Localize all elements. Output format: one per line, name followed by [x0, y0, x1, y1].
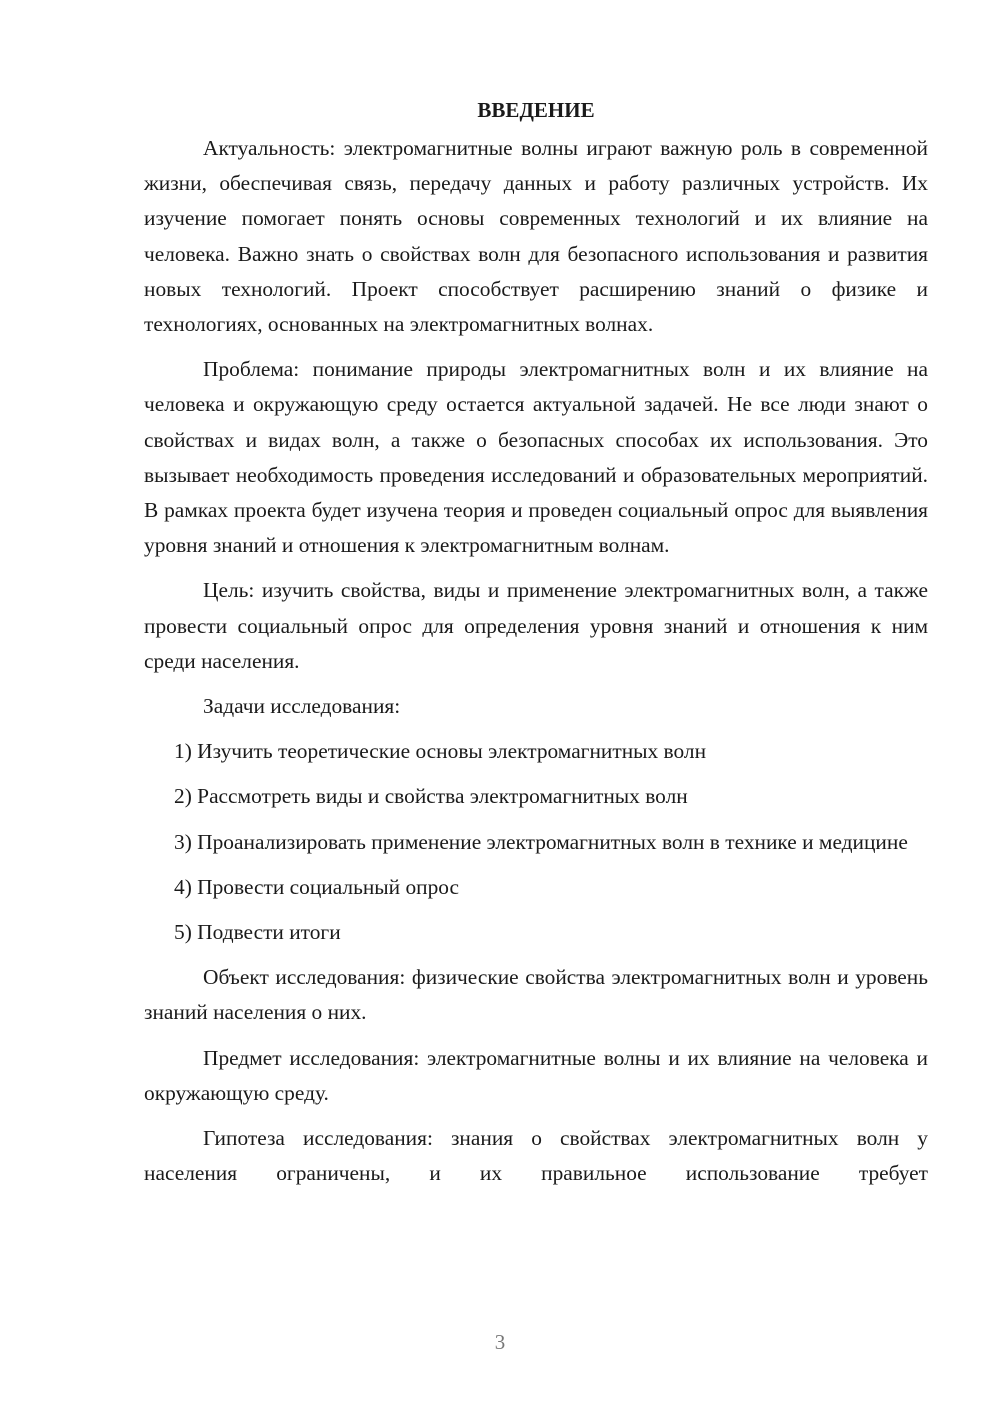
task-item-1: 1) Изучить теоретические основы электромагнитных волн [174, 739, 707, 764]
page-number: 3 [494, 1330, 506, 1354]
paragraph-goal: Цель: изучить свойства, виды и применение электромагнитных волн, а также провести социальный опрос для определения уровня знаний и отношения к ним среди населения. [144, 578, 928, 673]
task-item-5: 5) Подвести итоги [174, 920, 341, 945]
paragraph-object: Объект исследования: физические свойства электромагнитных волн и уровень знаний населения о них. [144, 965, 928, 1025]
paragraph-relevance: Актуальность: электромагнитные волны играют важную роль в современной жизни, обеспечивая связь, передачу данных и работу различных устройств. Их изучение помогает понять основы современных технологий и их влияние на человека. Важно знать о свойствах волн для безопасного использования и развития новых технологий. Проект способствует расширению знаний о физике и технологиях, основанных на электромагнитных волнах. [144, 136, 928, 337]
task-item-3: 3) Проанализировать применение электромагнитных волн в технике и медицине [174, 829, 908, 854]
task-item-4: 4) Провести социальный опрос [174, 874, 460, 899]
section-heading: ВВЕДЕНИЕ [477, 98, 595, 122]
document-page [144, 92, 928, 1191]
tasks-title: Задачи исследования: [203, 694, 401, 719]
task-item-2: 2) Рассмотреть виды и свойства электромагнитных волн [174, 784, 688, 809]
paragraph-subject: Предмет исследования: электромагнитные волны и их влияние на человека и окружающую среду. [144, 1045, 928, 1105]
paragraph-problem: Проблема: понимание природы электромагнитных волн и их влияние на человека и окружающую среду остается актуальной задачей. Не все люди знают о свойствах и видах волн, а также о безопасных способах их использования. Это вызывает необходимость проведения исследований и образовательных мероприятий. В рамках проекта будет изучена теория и проведен социальный опрос для выявления уровня знаний и отношения к электромагнитным волнам. [144, 357, 928, 558]
paragraph-hypothesis: Гипотеза исследования: знания о свойствах электромагнитных волн у населения ограничены, и их правильное использование требует [144, 1126, 928, 1186]
